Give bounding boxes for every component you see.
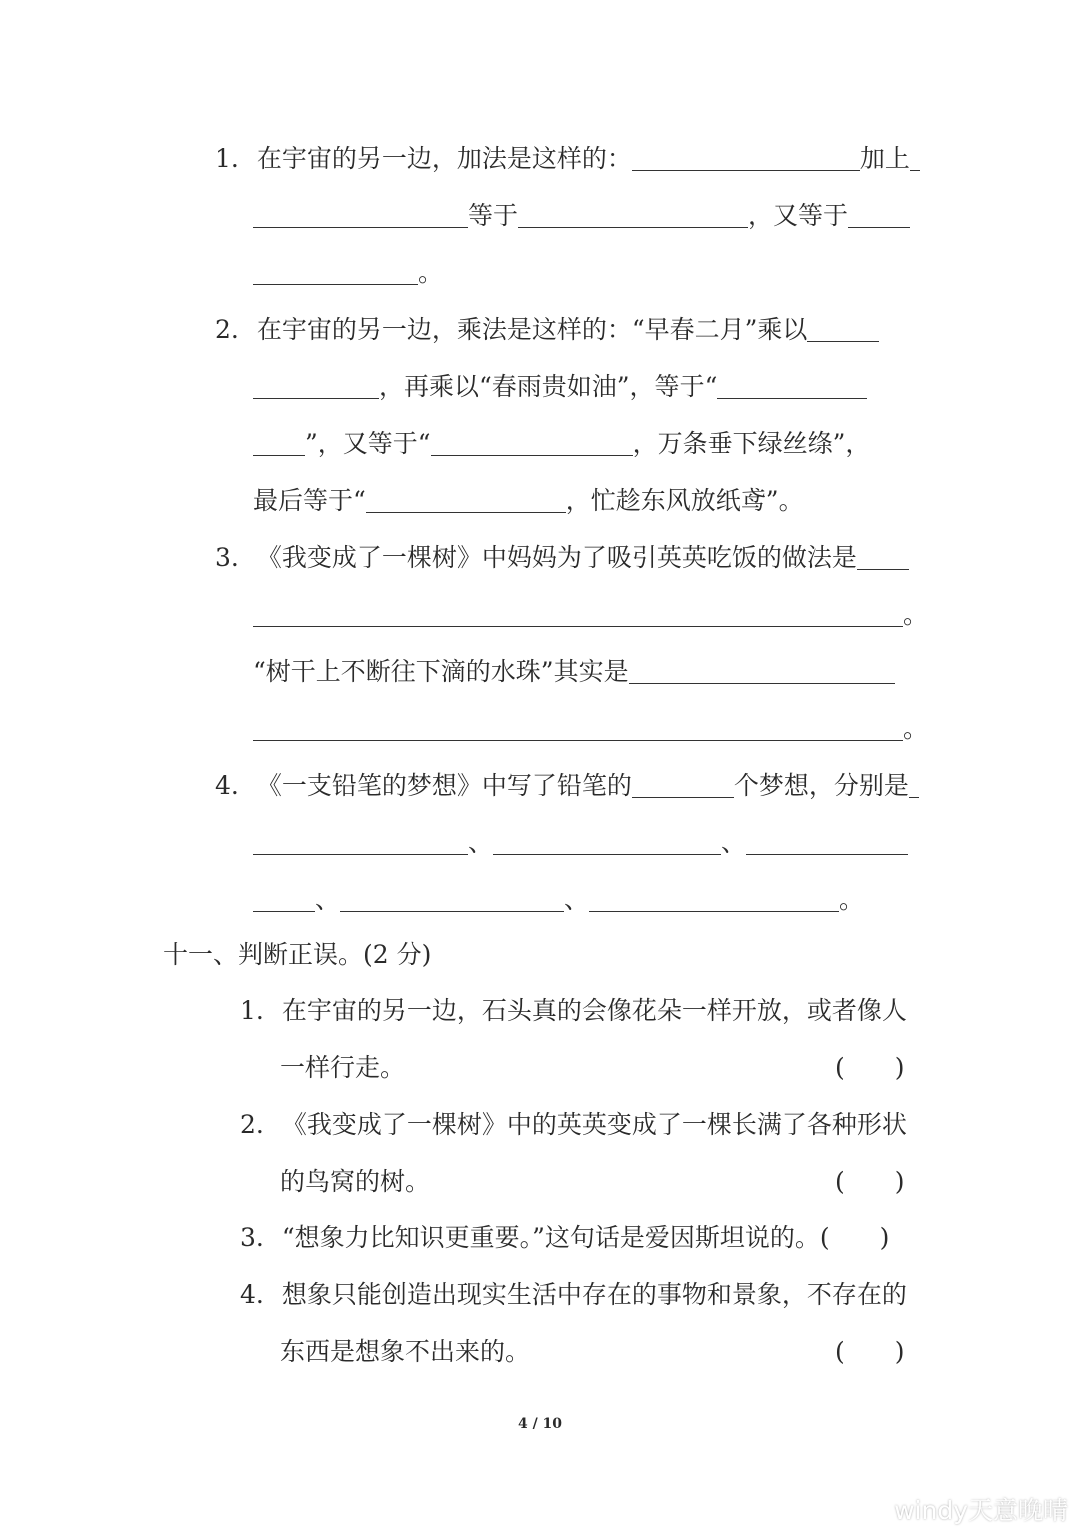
q2-blank4[interactable] <box>366 487 566 513</box>
q4-blank2[interactable] <box>493 829 721 855</box>
s11-item3-number: 3. <box>240 1223 264 1252</box>
q4-line3 <box>253 883 864 917</box>
q3-end1: 。 <box>903 600 929 629</box>
s11-item1-line1 <box>240 994 907 1028</box>
s11-item1-number: 1. <box>240 996 264 1025</box>
q1-line3 <box>253 256 443 290</box>
q1-blank2[interactable] <box>253 202 468 228</box>
q3-line3 <box>253 655 895 689</box>
q1-line2 <box>253 199 910 233</box>
q4-line1 <box>215 769 919 803</box>
q1-blank4[interactable] <box>253 259 418 285</box>
s11-item3-text: “想象力比知识更重要。”这句话是爱因斯坦说的。 <box>281 1223 820 1252</box>
q4-number: 4. <box>215 771 239 800</box>
q1-text: 在宇宙的另一边，加法是这样的： <box>256 144 632 173</box>
q2-line4 <box>253 484 804 518</box>
s11-item3-line1 <box>240 1221 889 1255</box>
watermark: windy天意晚晴 <box>894 1496 1068 1525</box>
s11-item4-line2: 东西是想象不出来的。 <box>280 1337 531 1366</box>
q4-blank3a[interactable] <box>746 829 908 855</box>
q4-sep4: 、 <box>564 885 590 914</box>
q3-line1 <box>215 541 909 575</box>
q1-text-again: ，又等于 <box>748 201 849 230</box>
q2-text-b: ，再乘以“春雨贵如油”，等于“ <box>379 372 718 401</box>
q2-blank2a[interactable] <box>717 373 867 399</box>
q3-blank1[interactable] <box>253 601 903 627</box>
s11-item1-text: 在宇宙的另一边，石头真的会像花朵一样开放，或者像人 <box>281 996 907 1025</box>
q1-end: 。 <box>418 258 444 287</box>
q2-text-c: ”，又等于“ <box>305 429 431 458</box>
q3-blank2a[interactable] <box>629 658 895 684</box>
s11-item1-line2: 一样行走。 <box>280 1053 406 1082</box>
s11-item4-number: 4. <box>240 1280 264 1309</box>
q2-text: 在宇宙的另一边，乘法是这样的：“早春二月”乘以 <box>256 315 808 344</box>
q2-blank1a[interactable] <box>807 316 879 342</box>
q2-text-d: ，万条垂下绿丝绦”， <box>632 429 871 458</box>
q3-number: 3. <box>215 543 239 572</box>
q3-end2: 。 <box>903 714 929 743</box>
q1-line1 <box>215 142 920 176</box>
s11-item2-text: 《我变成了一棵树》中的英英变成了一棵长满了各种形状 <box>281 1110 907 1139</box>
q4-blank5[interactable] <box>589 886 839 912</box>
q1-number: 1. <box>215 144 239 173</box>
q2-line1 <box>215 313 879 347</box>
q2-line2 <box>253 370 867 404</box>
q1-text-equals: 等于 <box>468 201 519 230</box>
q4-sep1: 、 <box>468 828 494 857</box>
q2-blank3[interactable] <box>431 430 633 456</box>
q2-text-f: ，忙趁东风放纸鸢”。 <box>565 486 804 515</box>
q2-line3 <box>253 427 870 461</box>
q4-blank1a[interactable] <box>909 772 919 798</box>
q2-blank2[interactable] <box>253 430 305 456</box>
q3-text: 《我变成了一棵树》中妈妈为了吸引英英吃饭的做法是 <box>256 543 857 572</box>
q4-blank3[interactable] <box>253 886 315 912</box>
q3-text-c: “树干上不断往下滴的水珠”其实是 <box>253 657 629 686</box>
q4-end: 。 <box>839 885 865 914</box>
q1-blank3[interactable] <box>518 202 748 228</box>
q2-number: 2. <box>215 315 239 344</box>
q3-line2 <box>253 598 928 632</box>
section11-title: 十一、判断正误。(2 分) <box>163 940 432 969</box>
s11-item2-line2: 的鸟窝的树。 <box>280 1167 431 1196</box>
s11-item4-line1 <box>240 1278 907 1312</box>
q2-text-e: 最后等于“ <box>253 486 366 515</box>
q4-text: 《一支铅笔的梦想》中写了铅笔的 <box>256 771 632 800</box>
q1-blank4a[interactable] <box>848 202 910 228</box>
q1-blank2a[interactable] <box>910 145 920 171</box>
s11-item2-line1 <box>240 1108 907 1142</box>
q2-blank1[interactable] <box>253 373 379 399</box>
q4-text-b: 个梦想，分别是 <box>733 771 909 800</box>
q4-blank1[interactable] <box>253 829 468 855</box>
q4-line2 <box>253 826 908 860</box>
q4-sep2: 、 <box>721 828 747 857</box>
s11-item2-answer-parens[interactable]: ( ) <box>835 1167 905 1196</box>
q3-line4 <box>253 712 928 746</box>
q4-sep3: 、 <box>315 885 341 914</box>
s11-item4-answer-parens[interactable]: ( ) <box>835 1337 905 1366</box>
q3-blank1a[interactable] <box>857 544 909 570</box>
q3-blank2[interactable] <box>253 715 903 741</box>
q4-blank4[interactable] <box>340 886 564 912</box>
q1-text-add: 加上 <box>859 144 910 173</box>
s11-item2-number: 2. <box>240 1110 264 1139</box>
q1-blank1[interactable] <box>632 145 860 171</box>
s11-item4-text: 想象只能创造出现实生活中存在的事物和景象，不存在的 <box>281 1280 907 1309</box>
s11-item1-answer-parens[interactable]: ( ) <box>835 1053 905 1082</box>
page-number: 4 / 10 <box>517 1416 563 1432</box>
s11-item3-answer-parens[interactable]: ( ) <box>819 1223 890 1252</box>
q4-count-blank[interactable] <box>632 772 734 798</box>
